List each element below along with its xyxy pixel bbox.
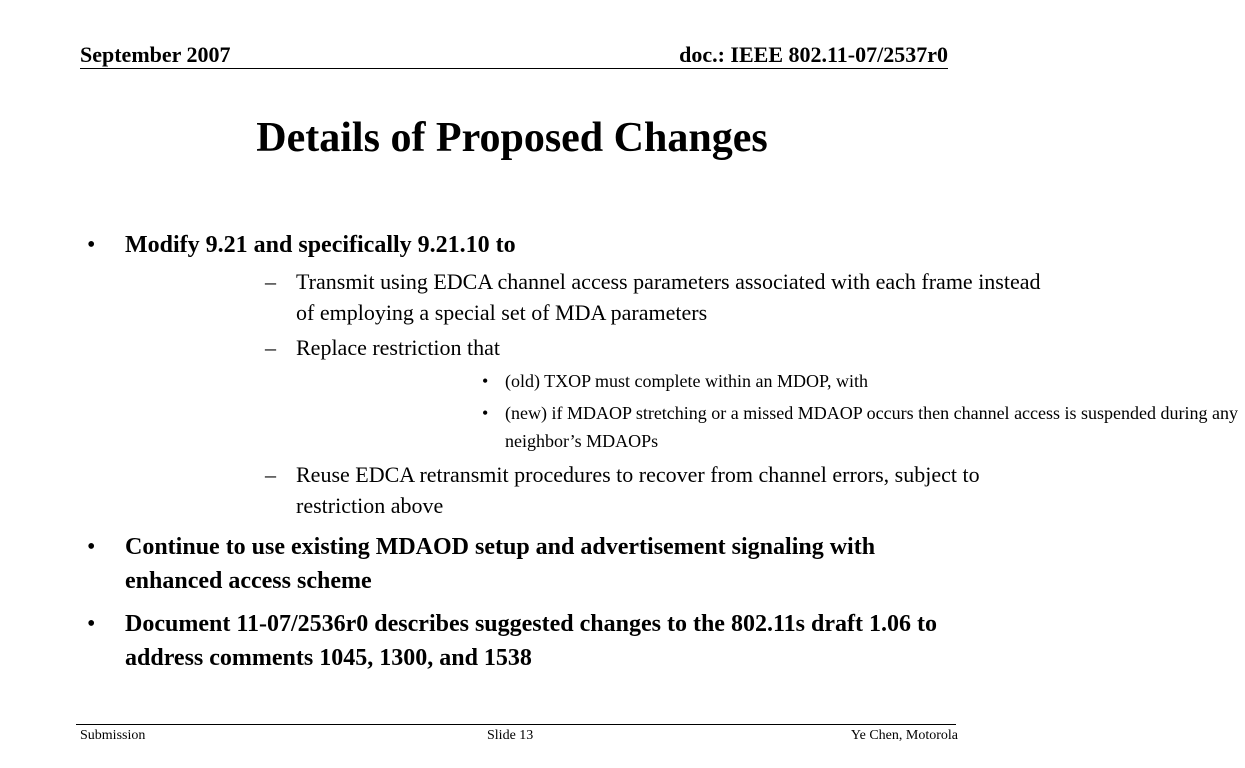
footer-divider: [76, 724, 956, 725]
sub-sub-bullet-text: (old) TXOP must complete within an MDOP, with: [505, 371, 868, 391]
bullet-item-document: [0, 607, 945, 675]
sub-bullet-reuse: [125, 459, 1056, 521]
bullet-marker: •: [482, 371, 489, 391]
bullet-marker: •: [87, 232, 96, 258]
bullet-text: Document 11-07/2536r0 describes suggested changes to the 802.11s draft 1.06 to address comments 1045, 1300, and 1538: [125, 611, 937, 671]
header-date: September 2007: [80, 42, 231, 67]
header-divider: [80, 68, 948, 69]
bullet-marker: •: [482, 403, 489, 423]
dash-marker: –: [265, 335, 276, 360]
slide-title: Details of Proposed Changes: [256, 115, 768, 161]
bullet-marker: •: [87, 611, 96, 637]
bullet-item-continue: [0, 530, 945, 598]
sub-bullet-text: Replace restriction that: [296, 335, 501, 360]
dash-marker: –: [265, 462, 276, 487]
footer-author: Ye Chen, Motorola: [850, 728, 958, 743]
sub-bullet-text: Reuse EDCA retransmit procedures to recover from channel errors, subject to restriction above: [296, 462, 980, 518]
sub-bullet-text: Transmit using EDCA channel access parameters associated with each frame instead of employing a special set of MDA parameters: [296, 269, 1041, 325]
sub-sub-bullet-new: [296, 399, 1245, 455]
footer-submission: Submission: [80, 728, 146, 743]
sub-sub-bullet-text: (new) if MDAOP stretching or a missed MDAOP occurs then channel access is suspended during any neighbor’s MDAOPs: [505, 403, 1239, 451]
bullet-list: [0, 228, 1239, 684]
header-doc-id: doc.: IEEE 802.11-07/2537r0: [679, 42, 948, 67]
bullet-text: Continue to use existing MDAOD setup and advertisement signaling with enhanced access scheme: [125, 534, 876, 594]
bullet-marker: •: [87, 534, 96, 560]
footer-slide-number: Slide 13: [487, 728, 534, 743]
sub-sub-bullet-old: [296, 367, 1245, 395]
sub-bullet-replace: [125, 332, 1239, 455]
dash-marker: –: [265, 269, 276, 294]
bullet-text: Modify 9.21 and specifically 9.21.10 to: [125, 232, 516, 258]
sub-bullet-transmit: [125, 266, 1056, 328]
bullet-item-modify: [0, 228, 1239, 521]
